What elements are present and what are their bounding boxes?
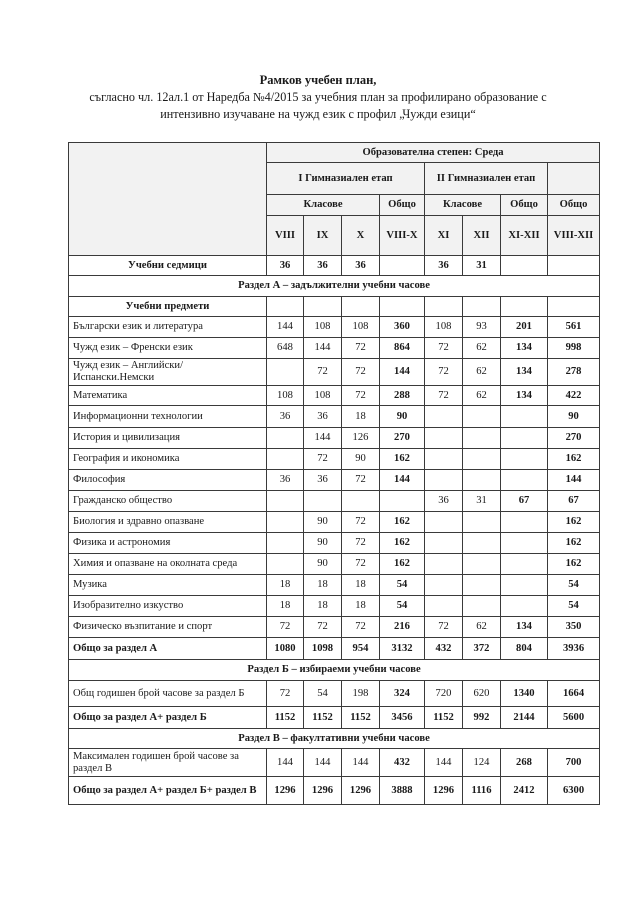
cell-value: 108 <box>267 386 304 406</box>
cell-value: 72 <box>342 386 380 406</box>
cell-value: 72 <box>342 554 380 575</box>
empty-cell <box>425 297 463 317</box>
cell-value: 288 <box>380 386 425 406</box>
row-label: Учебни седмици <box>69 256 267 276</box>
subject-row <box>69 359 600 386</box>
cell-value <box>501 449 548 470</box>
subject-row <box>69 449 600 470</box>
title-line-2: съгласно чл. 12ал.1 от Наредба №4/2015 за учебния план за профилирано образование с <box>89 90 547 104</box>
row-label: Философия <box>69 470 267 491</box>
cell-value <box>463 470 501 491</box>
title-line-1: Рамков учебен план, <box>259 73 377 87</box>
cell-value <box>501 428 548 449</box>
subject-row <box>69 596 600 617</box>
cell-value: 198 <box>342 681 380 707</box>
cell-value <box>501 256 548 276</box>
stage-1: I Гимназиален етап <box>267 163 425 195</box>
empty-cell <box>380 297 425 317</box>
grade-col: IX <box>304 216 342 256</box>
row-label: Информационни технологии <box>69 406 267 428</box>
document-title <box>0 72 636 123</box>
title-line-3: интензивно изучаване на чужд език с профил „Чужди езици“ <box>160 107 476 121</box>
row-label: Химия и опазване на околната среда <box>69 554 267 575</box>
education-level: Образователна степен: Среда <box>267 143 600 163</box>
grade-col: XI-XII <box>501 216 548 256</box>
cell-value: 90 <box>380 406 425 428</box>
row-label: Математика <box>69 386 267 406</box>
cell-value <box>304 491 342 512</box>
cell-value: 54 <box>548 596 600 617</box>
cell-value: 432 <box>380 749 425 777</box>
stage-2: II Гимназиален етап <box>425 163 548 195</box>
cell-value <box>267 359 304 386</box>
cell-value: 620 <box>463 681 501 707</box>
cell-value: 1340 <box>501 681 548 707</box>
empty-cell <box>501 297 548 317</box>
cell-value <box>463 449 501 470</box>
cell-value: 700 <box>548 749 600 777</box>
cell-value <box>501 470 548 491</box>
cell-value: 1098 <box>304 638 342 660</box>
cell-value <box>425 596 463 617</box>
row-label: Физика и астрономия <box>69 533 267 554</box>
header-corner <box>69 143 267 256</box>
cell-value: 1296 <box>342 777 380 805</box>
cell-value: 90 <box>304 512 342 533</box>
section-v-row <box>69 729 600 749</box>
cell-value <box>267 554 304 575</box>
cell-value: 162 <box>380 512 425 533</box>
cell-value: 1080 <box>267 638 304 660</box>
cell-value <box>267 533 304 554</box>
cell-value: 1664 <box>548 681 600 707</box>
cell-value: 93 <box>463 317 501 338</box>
subject-row <box>69 406 600 428</box>
subjects-header-row <box>69 297 600 317</box>
section-title: Раздел А – задължителни учебни часове <box>69 276 600 297</box>
subject-row <box>69 317 600 338</box>
cell-value <box>267 491 304 512</box>
subject-row <box>69 533 600 554</box>
row-label: Музика <box>69 575 267 596</box>
cell-value: 72 <box>267 617 304 638</box>
empty-cell <box>267 297 304 317</box>
cell-value <box>342 491 380 512</box>
empty-cell <box>342 297 380 317</box>
row-label: Чужд език – Френски език <box>69 338 267 359</box>
cell-value <box>501 406 548 428</box>
cell-value: 144 <box>380 470 425 491</box>
cell-value: 360 <box>380 317 425 338</box>
cell-value <box>425 470 463 491</box>
cell-value: 162 <box>548 449 600 470</box>
cell-value: 162 <box>380 533 425 554</box>
cell-value <box>548 256 600 276</box>
cell-value: 3888 <box>380 777 425 805</box>
cell-value: 72 <box>342 512 380 533</box>
cell-value <box>463 596 501 617</box>
cell-value <box>463 533 501 554</box>
subject-row <box>69 554 600 575</box>
subject-row <box>69 575 600 596</box>
section-title: Раздел В – факултативни учебни часове <box>69 729 600 749</box>
classes-label-2: Класове <box>425 195 501 216</box>
cell-value: 36 <box>425 491 463 512</box>
cell-value <box>425 533 463 554</box>
cell-value: 72 <box>267 681 304 707</box>
cell-value: 62 <box>463 386 501 406</box>
cell-value: 2412 <box>501 777 548 805</box>
cell-value: 54 <box>380 596 425 617</box>
cell-value <box>425 449 463 470</box>
row-label: Български език и литература <box>69 317 267 338</box>
cell-value <box>501 554 548 575</box>
cell-value: 18 <box>267 596 304 617</box>
cell-value: 1116 <box>463 777 501 805</box>
cell-value: 108 <box>425 317 463 338</box>
cell-value: 162 <box>380 554 425 575</box>
cell-value: 144 <box>304 428 342 449</box>
cell-value: 992 <box>463 707 501 729</box>
row-label: Общ годишен брой часове за раздел Б <box>69 681 267 707</box>
cell-value: 134 <box>501 338 548 359</box>
cell-value: 72 <box>425 359 463 386</box>
cell-value: 5600 <box>548 707 600 729</box>
subject-row <box>69 491 600 512</box>
cell-value <box>501 575 548 596</box>
classes-label-1: Класове <box>267 195 380 216</box>
cell-value: 126 <box>342 428 380 449</box>
cell-value: 72 <box>342 533 380 554</box>
cell-value: 134 <box>501 359 548 386</box>
grade-col: VIII <box>267 216 304 256</box>
section-a-row <box>69 276 600 297</box>
cell-value: 72 <box>342 359 380 386</box>
grade-col: VIII-X <box>380 216 425 256</box>
cell-value: 18 <box>342 406 380 428</box>
cell-value <box>463 554 501 575</box>
cell-value: 372 <box>463 638 501 660</box>
cell-value: 144 <box>380 359 425 386</box>
cell-value: 90 <box>342 449 380 470</box>
total-ab-row <box>69 707 600 729</box>
cell-value: 144 <box>548 470 600 491</box>
cell-value: 31 <box>463 256 501 276</box>
subject-row <box>69 428 600 449</box>
cell-value: 3132 <box>380 638 425 660</box>
cell-value: 72 <box>425 386 463 406</box>
cell-value: 54 <box>548 575 600 596</box>
total-label-1: Общо <box>380 195 425 216</box>
row-label: Общо за раздел А+ раздел Б <box>69 707 267 729</box>
cell-value: 1296 <box>304 777 342 805</box>
cell-value: 350 <box>548 617 600 638</box>
cell-value: 18 <box>304 575 342 596</box>
cell-value: 201 <box>501 317 548 338</box>
section-b-row <box>69 660 600 681</box>
cell-value: 72 <box>304 617 342 638</box>
cell-value: 134 <box>501 386 548 406</box>
cell-value: 124 <box>463 749 501 777</box>
cell-value: 270 <box>548 428 600 449</box>
cell-value: 804 <box>501 638 548 660</box>
cell-value: 90 <box>304 554 342 575</box>
cell-value: 162 <box>548 554 600 575</box>
cell-value: 31 <box>463 491 501 512</box>
empty-cell <box>463 297 501 317</box>
cell-value: 1296 <box>425 777 463 805</box>
row-label: Максимален годишен брой часове за раздел В <box>69 749 267 777</box>
cell-value: 864 <box>380 338 425 359</box>
cell-value: 18 <box>304 596 342 617</box>
subject-row <box>69 338 600 359</box>
cell-value: 72 <box>304 359 342 386</box>
cell-value: 144 <box>267 749 304 777</box>
cell-value: 1152 <box>425 707 463 729</box>
cell-value: 67 <box>548 491 600 512</box>
cell-value: 18 <box>342 575 380 596</box>
cell-value <box>267 449 304 470</box>
cell-value: 54 <box>304 681 342 707</box>
empty-cell <box>548 297 600 317</box>
row-label: История и цивилизация <box>69 428 267 449</box>
cell-value: 67 <box>501 491 548 512</box>
subject-row <box>69 512 600 533</box>
cell-value: 144 <box>267 317 304 338</box>
row-label: Физическо възпитание и спорт <box>69 617 267 638</box>
cell-value: 1296 <box>267 777 304 805</box>
cell-value: 90 <box>304 533 342 554</box>
row-label: Общо за раздел А+ раздел Б+ раздел В <box>69 777 267 805</box>
row-label: География и икономика <box>69 449 267 470</box>
cell-value: 162 <box>380 449 425 470</box>
cell-value: 108 <box>342 317 380 338</box>
cell-value: 90 <box>548 406 600 428</box>
cell-value <box>267 512 304 533</box>
cell-value: 1152 <box>342 707 380 729</box>
cell-value: 72 <box>342 470 380 491</box>
subject-row <box>69 470 600 491</box>
cell-value <box>463 406 501 428</box>
cell-value: 216 <box>380 617 425 638</box>
cell-value: 36 <box>267 256 304 276</box>
stage-empty <box>548 163 600 195</box>
cell-value: 72 <box>425 617 463 638</box>
grade-col: XI <box>425 216 463 256</box>
cell-value <box>463 512 501 533</box>
grade-col: VIII-XII <box>548 216 600 256</box>
cell-value: 144 <box>425 749 463 777</box>
cell-value: 62 <box>463 359 501 386</box>
cell-value: 6300 <box>548 777 600 805</box>
subjects-label: Учебни предмети <box>69 297 267 317</box>
cell-value: 1152 <box>267 707 304 729</box>
cell-value <box>425 512 463 533</box>
cell-value: 144 <box>304 338 342 359</box>
cell-value: 36 <box>304 406 342 428</box>
cell-value: 36 <box>304 256 342 276</box>
cell-value: 422 <box>548 386 600 406</box>
cell-value: 72 <box>342 338 380 359</box>
cell-value: 998 <box>548 338 600 359</box>
cell-value: 270 <box>380 428 425 449</box>
cell-value: 134 <box>501 617 548 638</box>
curriculum-table <box>68 142 600 805</box>
cell-value: 2144 <box>501 707 548 729</box>
row-label: Чужд език – Английски/Испански.Немски <box>69 359 267 386</box>
cell-value: 62 <box>463 338 501 359</box>
section-b-hours-row <box>69 681 600 707</box>
total-abv-row <box>69 777 600 805</box>
cell-value <box>501 533 548 554</box>
grade-col: XII <box>463 216 501 256</box>
cell-value <box>380 256 425 276</box>
cell-value: 648 <box>267 338 304 359</box>
cell-value: 36 <box>304 470 342 491</box>
cell-value: 3456 <box>380 707 425 729</box>
total-label-2: Общо <box>501 195 548 216</box>
cell-value: 324 <box>380 681 425 707</box>
cell-value: 36 <box>425 256 463 276</box>
weeks-row <box>69 256 600 276</box>
subject-row <box>69 617 600 638</box>
cell-value: 18 <box>267 575 304 596</box>
cell-value: 1152 <box>304 707 342 729</box>
cell-value: 54 <box>380 575 425 596</box>
section-title: Раздел Б – избираеми учебни часове <box>69 660 600 681</box>
cell-value <box>425 406 463 428</box>
section-v-hours-row <box>69 749 600 777</box>
cell-value <box>425 575 463 596</box>
cell-value: 18 <box>342 596 380 617</box>
cell-value: 72 <box>304 449 342 470</box>
empty-cell <box>304 297 342 317</box>
cell-value: 268 <box>501 749 548 777</box>
cell-value: 144 <box>342 749 380 777</box>
cell-value <box>425 554 463 575</box>
total-a-row <box>69 638 600 660</box>
row-label: Гражданско общество <box>69 491 267 512</box>
cell-value: 72 <box>342 617 380 638</box>
cell-value: 72 <box>425 338 463 359</box>
cell-value <box>501 596 548 617</box>
cell-value: 954 <box>342 638 380 660</box>
cell-value: 162 <box>548 533 600 554</box>
subject-row <box>69 386 600 406</box>
cell-value: 108 <box>304 317 342 338</box>
cell-value: 162 <box>548 512 600 533</box>
row-label: Изобразително изкуство <box>69 596 267 617</box>
row-label: Общо за раздел А <box>69 638 267 660</box>
grade-col: X <box>342 216 380 256</box>
cell-value: 278 <box>548 359 600 386</box>
cell-value: 36 <box>342 256 380 276</box>
cell-value <box>267 428 304 449</box>
cell-value: 432 <box>425 638 463 660</box>
cell-value <box>501 512 548 533</box>
cell-value <box>463 428 501 449</box>
total-label-all: Общо <box>548 195 600 216</box>
row-label: Биология и здравно опазване <box>69 512 267 533</box>
cell-value: 144 <box>304 749 342 777</box>
cell-value: 62 <box>463 617 501 638</box>
header-row-level <box>69 143 600 163</box>
cell-value: 36 <box>267 406 304 428</box>
cell-value: 36 <box>267 470 304 491</box>
cell-value: 3936 <box>548 638 600 660</box>
cell-value: 561 <box>548 317 600 338</box>
cell-value <box>380 491 425 512</box>
cell-value <box>425 428 463 449</box>
cell-value: 108 <box>304 386 342 406</box>
cell-value: 720 <box>425 681 463 707</box>
cell-value <box>463 575 501 596</box>
